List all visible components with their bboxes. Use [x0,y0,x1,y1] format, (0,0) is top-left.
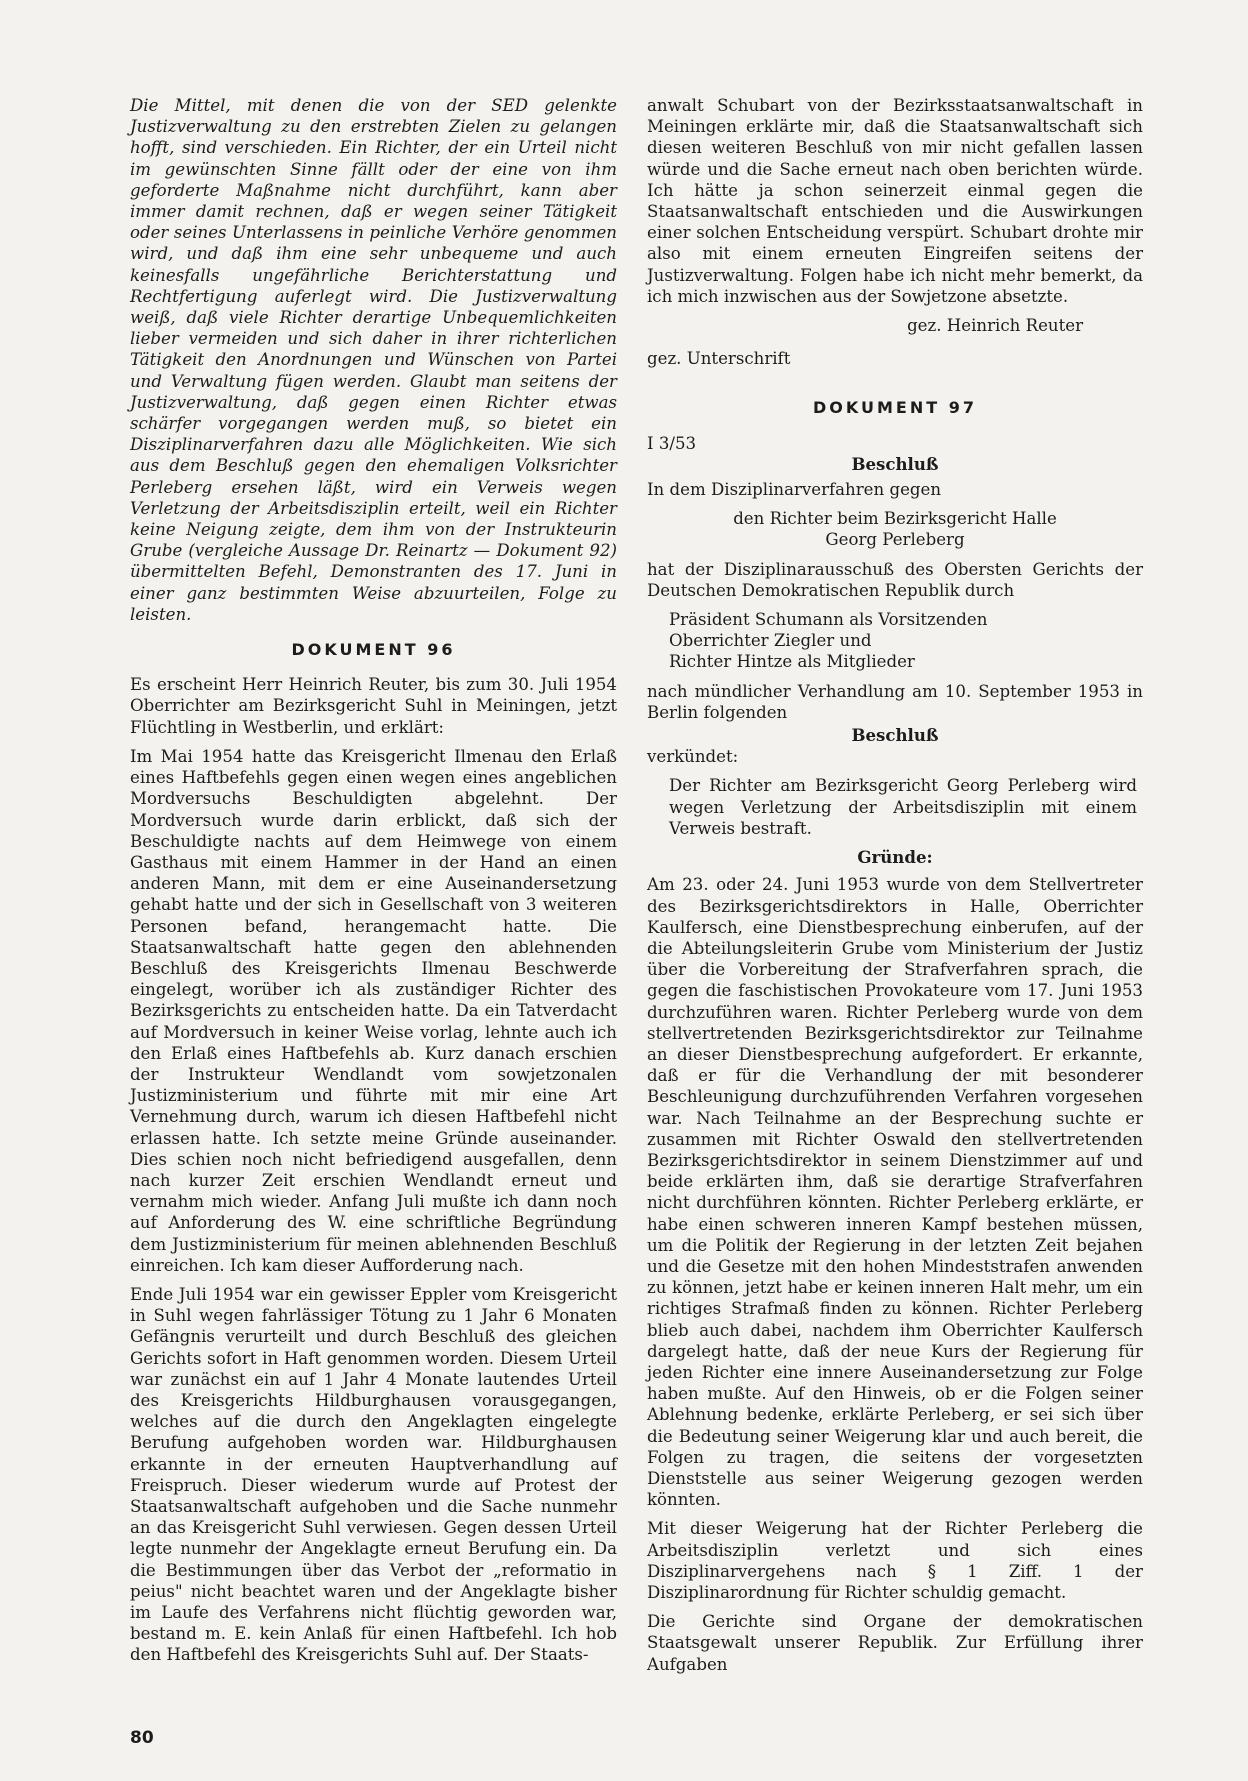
left-column [130,95,617,1674]
beschluss-heading: Beschluß [851,453,939,474]
document-97-heading: DOKUMENT 97 [813,398,977,418]
committee-member-1: Präsident Schumann als Vorsitzenden [669,610,988,630]
doc96-paragraph-1: Im Mai 1954 hatte das Kreisgericht Ilmenau den Erlaß eines Haftbefehls gegen einen wegen eines angeblichen Mordversuchs Beschuldigten abgelehnt. Der Mordversuch wurde darin erblickt, daß sich der Beschuldigte nachts auf dem Heimwege von einem Gasthaus mit einem Hammer in der Hand an einen anderen Mann, mit dem er eine Auseinandersetzung gehabt hatte und der sich in Gesellschaft von 3 weiteren Personen befand, herangemacht hatte. Die Staatsanwaltschaft hatte gegen den ablehnenden Beschluß des Kreisgerichts Ilmenau Beschwerde eingelegt, worüber ich als zuständiger Richter des Bezirksgerichts zu entscheiden hatte. Da ein Tatverdacht auf Mordversuch in keiner Weise vorlag, lehnte auch ich den Erlaß eines Haftbefehls ab. Kurz danach erschien der Instrukteur Wendlandt vom sowjetzonalen Justizministerium und führte mit mir eine Art Vernehmung durch, warum ich diesen Haftbefehl nicht erlassen hatte. Ich setzte meine Gründe auseinander. Dies schien noch nicht befriedigend ausgefallen, denn nach kurzer Zeit erschien Wendlandt erneut und vernahm mich wieder. Anfang Juli mußte ich dann noch auf Anforderung des W. eine schriftliche Begründung dem Justizministerium für meinen ablehnenden Beschluß einreichen. Ich kam dieser Aufforderung nach. [130,746,617,1275]
gruende-paragraph-1: Am 23. oder 24. Juni 1953 wurde von dem Stellvertreter des Bezirksgerichtsdirektors in Halle, Oberrichter Kaulfersch, eine Dienstbesprechung einberufen, auf der die Abteilungsleiterin Grube vom Ministerium der Justiz über die Vorbereitung der Strafverfahren sprach, die gegen die faschistischen Provokateure vom 17. Juni 1953 durchzuführen waren. Richter Perleberg wurde von dem stellvertretenden Bezirksgerichtsdirektor zur Teilnahme an dieser Dienstbesprechung aufgefordert. Er erkannte, daß er für die Verhandlung der mit besonderer Beschleunigung durchzuführenden Verfahren vorgesehen war. Nach Teilnahme an der Besprechung suchte er zusammen mit Richter Oswald den stellvertretenden Bezirksgerichtsdirektor in seinem Dienstzimmer auf und beide erklärten ihm, daß sie derartige Strafverfahren nicht durchführen könnten. Richter Perleberg erklärte, er habe einen schweren inneren Kampf bestehen müssen, um die Politik der Regierung in der letzten Zeit bejahen und die Gesetze mit den hohen Mindeststrafen anwenden zu können, jetzt habe er keinen inneren Halt mehr, um ein richtiges Strafmaß finden zu können. Richter Perleberg blieb auch dabei, nachdem ihm Oberrichter Kaulfersch dargelegt hatte, daß der neue Kurs der Regierung für jeden Richter eine innere Auseinandersetzung zur Folge haben mußte. Auf den Hinweis, ob er die Folgen seiner Ablehnung bedenke, erklärte Perleberg, er sei sich über die Bedeutung seiner Weigerung klar und auch bereit, die Folgen zu tragen, die seitens der vorgesetzten Dienststelle aus seiner Weigerung gezogen werden könnten. [647,875,1143,1510]
hearing-text: nach mündlicher Verhandlung am 10. September 1953 in Berlin folgenden [647,681,1143,722]
proceeding-intro: In dem Disziplinarverfahren gegen [647,480,942,500]
gruende-heading: Gründe: [857,847,933,868]
defendant-line-1: den Richter beim Bezirksgericht Halle [733,509,1057,529]
verdict-text: Der Richter am Bezirksgericht Georg Perleberg wird wegen Verletzung der Arbeitsdisziplin mit einem Verweis bestraft. [669,776,1137,838]
page-number: 80 [130,1728,154,1748]
file-number: I 3/53 [647,433,697,453]
right-column [647,95,1143,1683]
doc96-continuation: anwalt Schubart von der Bezirksstaatsanwaltschaft in Meiningen erklärte mir, daß die Staatsanwaltschaft sich diesen weiteren Beschluß von mir nicht gefallen lassen würde und die Sache erneut nach oben berichten würde. Ich hätte ja schon seinerzeit einmal gegen die Staatsanwaltschaft entschieden und die Auswirkungen einer solchen Entscheidung verspürt. Schubart drohte mir also mit einem erneuten Eingreifen seitens der Justizverwaltung. Folgen habe ich nicht mehr bemerkt, da ich mich inzwischen aus der Sowjetzone absetzte. [647,96,1143,306]
committee-member-2: Oberrichter Ziegler und [669,631,872,651]
committee-member-3: Richter Hintze als Mitglieder [669,652,915,672]
doc96-paragraph-2: Ende Juli 1954 war ein gewisser Eppler vom Kreisgericht in Suhl wegen fahrlässiger Tötung zu 1 Jahr 6 Monaten Gefängnis verurteilt und durch Beschluß des gleichen Gerichts sofort in Haft genommen worden. Diesem Urteil war zunächst ein auf 1 Jahr 4 Monate lautendes Urteil des Kreisgerichts Hildburghausen vorausgegangen, welches auf die durch den Angeklagten eingelegte Berufung aufgehoben worden war. Hildburghausen erkannte in der erneuten Hauptverhandlung auf Freispruch. Dieser wiederum wurde auf Protest der Staatsanwaltschaft aufgehoben und die Sache nunmehr an das Kreisgericht Suhl verwiesen. Gegen dessen Urteil legte nunmehr der Angeklagte erneut Berufung ein. Da die Bestimmungen über das Verbot der „reformatio in peius" nicht beachtet waren und der Angeklagte bisher im Laufe des Verfahrens nicht flüchtig geworden war, bestand m. E. kein Anlaß für einen Haftbefehl. Ich hob den Haftbefehl des Kreisgerichts Suhl auf. Der Staats- [130,1284,617,1665]
verkuendet-label: verkündet: [647,747,739,767]
beschluss-heading-2: Beschluß [851,725,939,746]
gruende-paragraph-2: Mit dieser Weigerung hat der Richter Perleberg die Arbeitsdisziplin verletzt und sich eines Disziplinarvergehens nach § 1 Ziff. 1 der Disziplinarordnung für Richter schuldig gemacht. [647,1519,1143,1602]
signature-other: gez. Unterschrift [647,349,791,369]
gruende-paragraph-3: Die Gerichte sind Organe der demokratischen Staatsgewalt unserer Republik. Zur Erfüllung ihrer Aufgaben [647,1612,1143,1674]
defendant-line-2: Georg Perleberg [825,530,965,550]
document-96-heading: DOKUMENT 96 [291,640,456,660]
committee-text: hat der Disziplinarausschuß des Obersten Gerichts der Deutschen Demokratischen Republik durch [647,559,1143,600]
intro-paragraph: Die Mittel, mit denen die von der SED gelenkte Justizverwaltung zu den erstrebten Zielen zu gelangen hofft, sind verschieden. Ein Richter, der ein Urteil nicht im gewünschten Sinne fällt oder der eine von ihm geforderte Maßnahme nicht durchführt, kann aber immer damit rechnen, daß er wegen seiner Tätigkeit oder seines Unterlassens in peinliche Verhöre genommen wird, und daß ihm eine sehr unbequeme und auch keinesfalls ungefährliche Berichterstattung und Rechtfertigung auferlegt wird. Die Justizverwaltung weiß, daß viele Richter derartige Unbequemlichkeiten lieber vermeiden und sich daher in ihrer richterlichen Tätigkeit den Anordnungen und Wünschen von Partei und Verwaltung fügen werden. Glaubt man seitens der Justizverwaltung, daß gegen einen Richter etwas schärfer vorgegangen werden muß, so bietet ein Disziplinarverfahren dazu alle Möglichkeiten. Wie sich aus dem Beschluß gegen den ehemaligen Volksrichter Perleberg ersehen läßt, wird ein Verweis wegen Verletzung der Arbeitsdisziplin erteilt, weil ein Richter keine Neigung zeigte, dem ihm von der Instrukteurin Grube (vergleiche Aussage Dr. Reinartz — Dokument 92) übermittelten Befehl, Demonstranten des 17. Juni in einer ganz bestimmten Weise abzuurteilen, Folge zu leisten. [130,96,617,624]
signature-reuter: gez. Heinrich Reuter [907,316,1083,336]
doc96-intro: Es erscheint Herr Heinrich Reuter, bis zum 30. Juli 1954 Oberrichter am Bezirksgericht Suhl in Meiningen, jetzt Flüchtling in Westberlin, und erklärt: [130,675,617,737]
